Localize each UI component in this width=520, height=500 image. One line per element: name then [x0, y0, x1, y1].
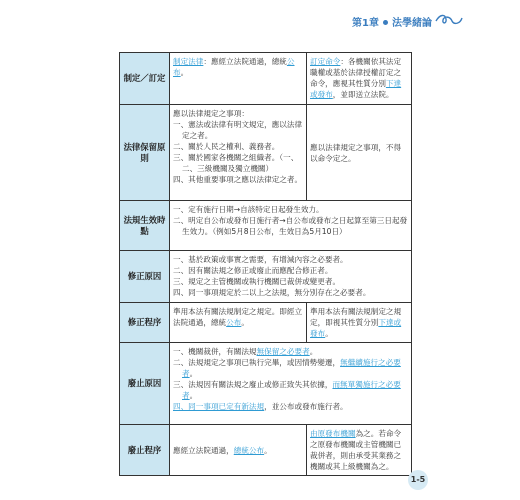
- swirl-decoration-icon: [434, 12, 464, 28]
- list-item: 應以法律規定之事項：: [173, 109, 249, 118]
- cell-repeal-order: [307, 425, 412, 476]
- table-row: [120, 251, 412, 303]
- highlight-text: 下達或發布: [310, 318, 402, 338]
- list-item: [173, 357, 408, 379]
- cell-reservation-items: [170, 105, 307, 201]
- row-label-effective: 法規生效時點: [120, 201, 170, 251]
- table-row: [120, 343, 412, 425]
- table-row: [120, 201, 412, 251]
- list-item: 一、定有施行日期→自該特定日起發生效力。: [173, 205, 324, 214]
- law-comparison-table: [119, 52, 412, 476]
- highlight-text: 總統公布: [233, 445, 265, 455]
- highlight-text: 無保留之必要者: [256, 347, 310, 356]
- row-label-enact: 制定／訂定: [120, 53, 170, 105]
- list-item: 一、憲法或法律有明文規定，應以法律定之者。: [173, 120, 303, 140]
- table-row: [120, 53, 412, 105]
- cell-text: 。: [241, 318, 249, 327]
- cell-text: 一、機關裁併，有關法規: [173, 347, 257, 356]
- highlight-text: 訂定命令: [310, 57, 341, 66]
- cell-text: ，並即送立法院。: [332, 90, 394, 99]
- chapter-number: 第1章: [352, 18, 379, 29]
- cell-text: 應經立法院通過，: [173, 445, 234, 455]
- highlight-text: 由原發布機關: [310, 429, 356, 438]
- highlight-text: 無繼續施行之必要者: [182, 358, 401, 378]
- cell-amend-law: [170, 303, 307, 343]
- cell-law-enact: [170, 53, 307, 105]
- separator-dot: [383, 20, 388, 25]
- chapter-header: [352, 14, 432, 29]
- list-item: 二、明定自公布或發布日施行者→自公布或發布之日起算至第三日起發生效力。（例如5月8日公布，生效日為5月10日）: [173, 216, 408, 236]
- cell-amend-order: [307, 303, 412, 343]
- cell-effective-time: [170, 201, 412, 251]
- cell-order-enact: [307, 53, 412, 105]
- list-item: [173, 346, 408, 357]
- row-label-amend-reason: 修正原因: [120, 251, 170, 303]
- highlight-text: 下達或發布: [310, 79, 402, 99]
- chapter-title: 法學緒論: [392, 18, 432, 29]
- list-item: 三、關於國家各機關之組織者。（一、二、三級機關及獨立機關）: [173, 153, 299, 173]
- list-item: 二、因有關法規之修正或廢止而應配合修正者。: [173, 266, 333, 275]
- cell-text: 。: [325, 329, 333, 338]
- cell-text: 。: [189, 391, 198, 400]
- cell-text: 。: [180, 68, 189, 77]
- table-row: [120, 303, 412, 343]
- cell-text: 三、法規因有關法規之廢止或修正致失其依據，: [173, 380, 333, 389]
- table-row: [120, 105, 412, 201]
- list-item: [173, 379, 408, 401]
- cell-text: 準用本法有關法規制定之規定。即經立法院通過，總統: [173, 307, 303, 327]
- list-item: 二、關於人民之權利、義務者。: [173, 142, 280, 151]
- list-item: 三、規定之主管機關或執行機關已裁併或變更者。: [173, 277, 341, 286]
- highlight-text: 公布: [226, 318, 242, 327]
- list-item: [173, 401, 408, 412]
- cell-text: ：各機關依其法定職權或基於法律授權訂定之命令，應視其性質分別: [310, 57, 402, 88]
- row-label-amend-procedure: 修正程序: [120, 303, 170, 343]
- cell-text: 二、法規規定之事項已執行完畢，或因情勢變遷，: [173, 358, 341, 367]
- cell-text: 。: [309, 347, 318, 356]
- highlight-text: 公布: [173, 57, 295, 77]
- row-label-repeal-procedure: 廢止程序: [120, 425, 170, 476]
- row-label-repeal-reason: 廢止原因: [120, 343, 170, 425]
- cell-amend-reasons: [170, 251, 412, 303]
- cell-text: ：應經立法院通過，總統: [203, 57, 287, 66]
- highlight-text: 制定法律: [173, 57, 204, 66]
- list-item: 四、同一事項規定於二以上之法規，無分別存在之必要者。: [173, 288, 371, 297]
- cell-text: ，並公布或發布施行者。: [264, 402, 348, 411]
- cell-text: 準用本法有關法規制定之規定，即視其性質分別: [310, 307, 402, 327]
- list-item: 四、其他重要事項之應以法律定之者。: [173, 175, 303, 184]
- table-row: [120, 425, 412, 476]
- cell-reservation-note: 應以法律規定之事項，不得以命令定之。: [307, 105, 412, 201]
- cell-repeal-law: [170, 425, 307, 476]
- cell-text: 。: [189, 369, 198, 378]
- highlight-text: 四、同一事項已定有新法規: [173, 402, 265, 411]
- list-item: 一、基於政策或事實之需要，有增減內容之必要者。: [173, 255, 348, 264]
- cell-text: 為之。若命令之原發布機關或主管機關已裁併者，則由承受其業務之機關或其上級機關為之。: [310, 429, 402, 471]
- highlight-text: 而無單獨施行之必要者: [182, 380, 401, 400]
- cell-repeal-reasons: [170, 343, 412, 425]
- page-number: 1-5: [408, 470, 428, 490]
- row-label-reservation: 法律保留原則: [120, 105, 170, 201]
- cell-text: 。: [264, 445, 272, 455]
